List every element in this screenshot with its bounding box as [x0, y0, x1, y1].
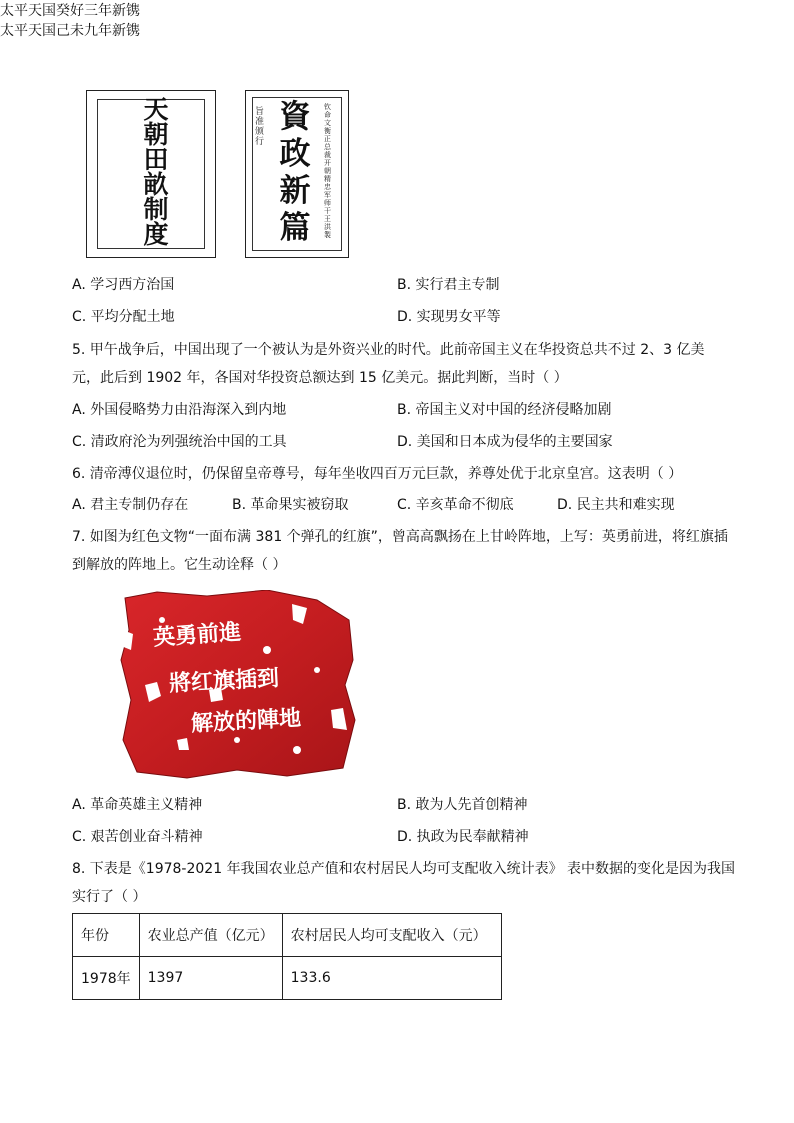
q7-stem-line2: 到解放的阵地上。它生动诠释（ ） [72, 557, 287, 573]
table-header-cell: 年份 [73, 914, 140, 957]
flag-text-line3: 解放的陣地 [190, 705, 302, 737]
q6-option-a[interactable]: A. 君主专制仍存在 [72, 497, 189, 513]
q7-stem-line1: 7. 如图为红色文物“一面布满 381 个弹孔的红旗”，曾高高飘扬在上甘岭阵地，上写：英勇前进，将红旗插 [72, 529, 728, 545]
q7-option-b[interactable]: B. 敢为人先首创精神 [397, 797, 528, 813]
flag-text-line1: 英勇前進 [152, 618, 242, 652]
q8-stem-line2: 实行了（ ） [72, 889, 147, 905]
book-images [0, 0, 331, 249]
q6-option-b[interactable]: B. 革命果实被窃取 [232, 497, 349, 513]
left-book-top-text: 太平天国癸好三年新镌 [0, 3, 140, 19]
right-book-side-text: 旨准颁行 [255, 107, 265, 147]
q8-data-table [72, 913, 502, 1000]
q5-option-a[interactable]: A. 外国侵略势力由沿海深入到内地 [72, 402, 287, 418]
table-cell: 133.6 [282, 957, 501, 1000]
q6-option-d[interactable]: D. 民主共和难实现 [557, 497, 675, 513]
left-book-title: 天 朝 田 畝 制 度 [143, 95, 169, 249]
q4-option-b[interactable]: B. 实行君主专制 [397, 277, 500, 293]
right-book-author-text: 钦命文衡正总裁开朝精忠军师干王洪 製 [324, 103, 331, 239]
q5-stem-line1: 5. 甲午战争后，中国出现了一个被认为是外资兴业的时代。此前帝国主义在华投资总共不过 2、3 亿美 [72, 342, 705, 358]
right-book-title: 資 政 新 篇 [279, 99, 311, 246]
table-header-cell: 农业总产值（亿元） [139, 914, 282, 957]
table-cell: 1978年 [73, 957, 140, 1000]
q7-option-c[interactable]: C. 艰苦创业奋斗精神 [72, 829, 203, 845]
q5-option-c[interactable]: C. 清政府沦为列强统治中国的工具 [72, 434, 287, 450]
right-book-top-text: 太平天国己未九年新镌 [0, 23, 140, 39]
q5-option-b[interactable]: B. 帝国主义对中国的经济侵略加剧 [397, 402, 612, 418]
q7-option-a[interactable]: A. 革命英雄主义精神 [72, 797, 203, 813]
q4-option-a[interactable]: A. 学习西方治国 [72, 277, 175, 293]
table-cell: 1397 [139, 957, 282, 1000]
q5-stem-line2: 元，此后到 1902 年，各国对华投资总额达到 15 亿美元。据此判断，当时（ ） [72, 370, 568, 386]
q8-stem-line1: 8. 下表是《1978-2021 年我国农业总产值和农村居民人均可支配收入统计表》 表中数据的变化是因为我国 [72, 861, 736, 877]
left-book-cover [86, 90, 216, 258]
table-row [73, 957, 502, 1000]
q5-option-d[interactable]: D. 美国和日本成为侵华的主要国家 [397, 434, 613, 450]
table-header-cell: 农村居民人均可支配收入（元） [282, 914, 501, 957]
right-book-cover [245, 90, 349, 258]
q4-option-d[interactable]: D. 实现男女平等 [397, 309, 501, 325]
q4-option-c[interactable]: C. 平均分配土地 [72, 309, 175, 325]
table-header-row [73, 914, 502, 957]
q6-option-c[interactable]: C. 辛亥革命不彻底 [397, 497, 514, 513]
q6-stem: 6. 清帝溥仪退位时，仍保留皇帝尊号，每年坐收四百万元巨款，养尊处优于北京皇宫。这表明（ ） [72, 466, 683, 482]
flag-text-line2: 將红旗插到 [168, 665, 280, 697]
q7-option-d[interactable]: D. 执政为民奉献精神 [397, 829, 529, 845]
red-flag-image [117, 590, 357, 780]
